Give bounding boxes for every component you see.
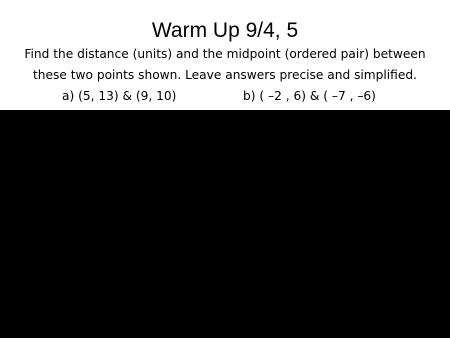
blank-black-panel [0, 110, 450, 338]
problem-b: b) ( –2 , 6) & ( –7 , –6) [243, 89, 376, 103]
instructions-line-1: Find the distance (units) and the midpoint (ordered pair) between [24, 47, 426, 61]
problems-row [0, 86, 450, 107]
instructions [0, 44, 450, 86]
slide-title: Warm Up 9/4, 5 [151, 19, 299, 42]
instructions-line-2: these two points shown. Leave answers precise and simplified. [33, 68, 417, 82]
problem-a: a) (5, 13) & (9, 10) [62, 89, 177, 103]
